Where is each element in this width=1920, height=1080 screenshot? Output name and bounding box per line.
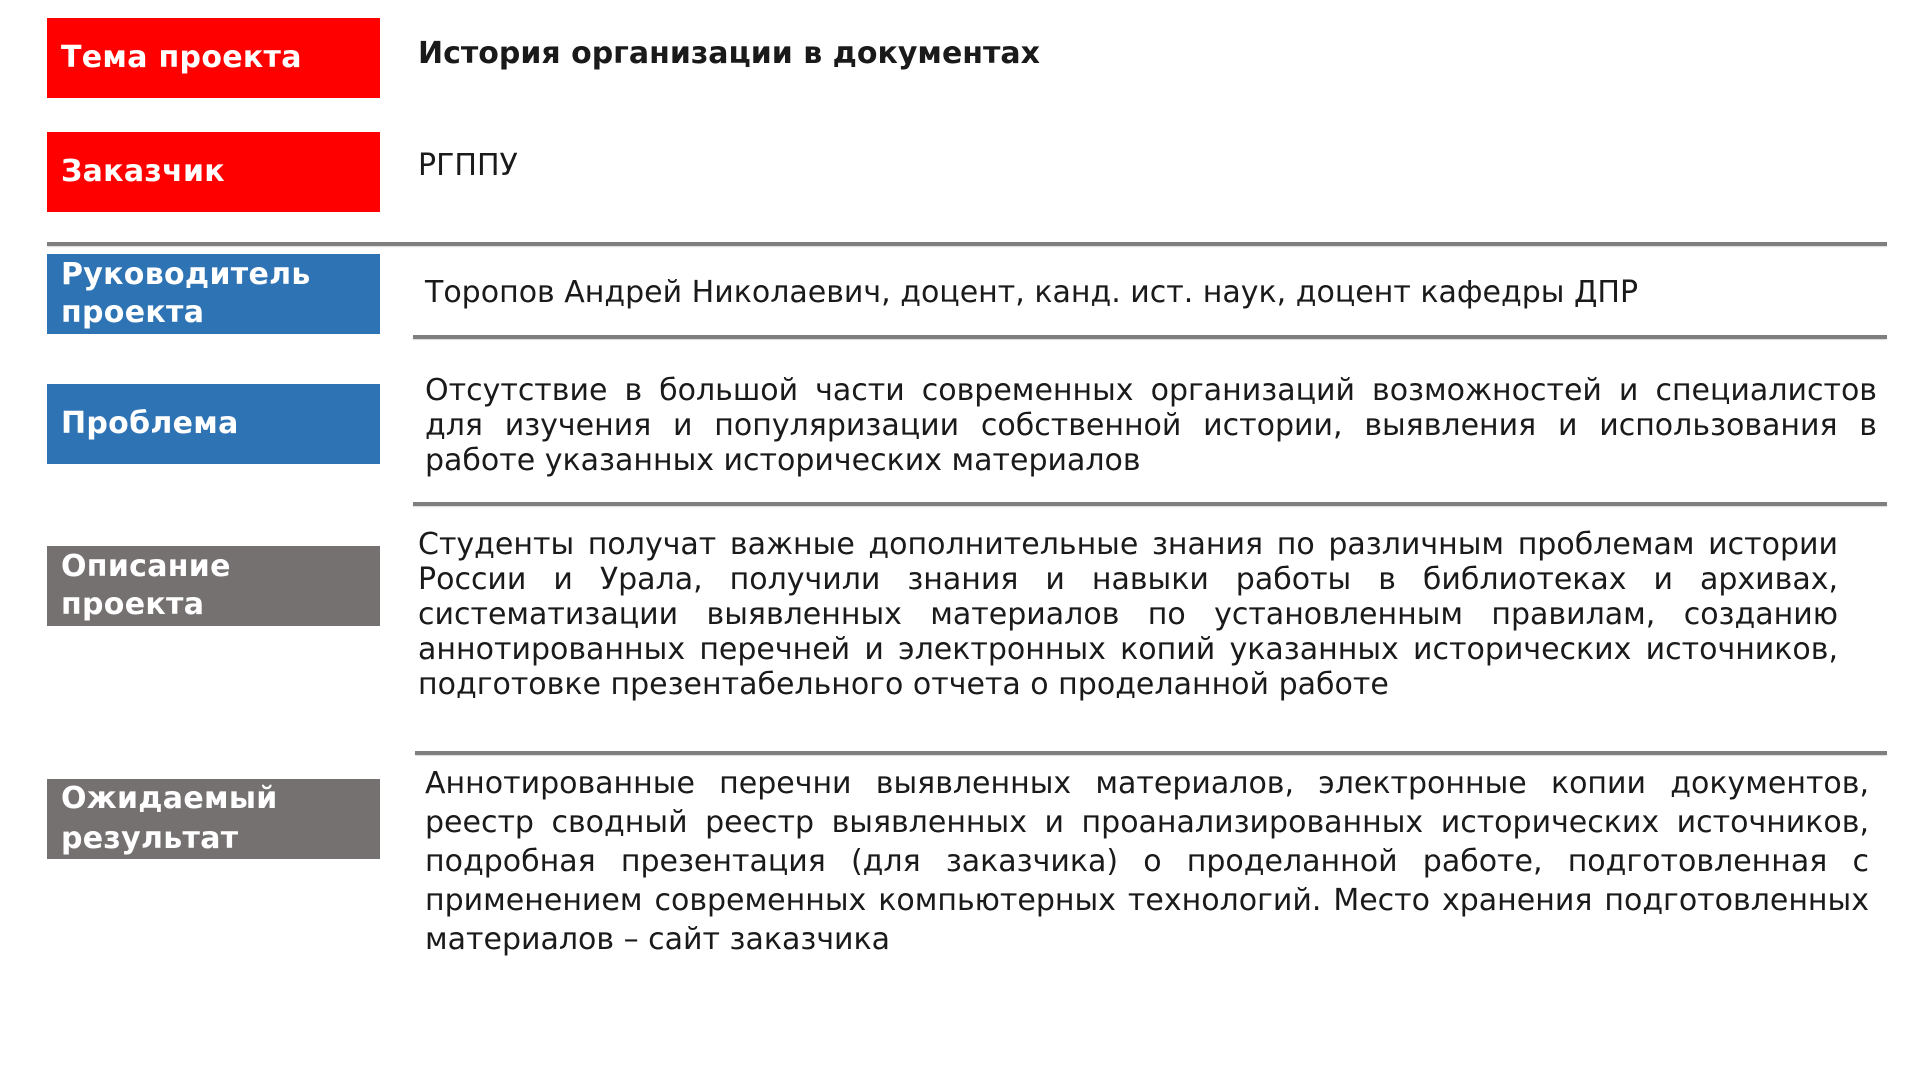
divider-top	[47, 242, 1887, 246]
value-leader: Торопов Андрей Николаевич, доцент, канд. ист. наук, доцент кафедры ДПР	[425, 275, 1639, 310]
value-customer: РГППУ	[418, 148, 518, 183]
value-topic: История организации в документах	[418, 36, 1041, 71]
value-result: Аннотированные перечни выявленных материалов, электронные копии документов, реестр сводный реестр выявленных и проанализированных исторических источников, подробная презентация (для заказчика) о проделанной работе, подготовленная с применением современных компьютерных технологий. Место хранения подготовленных материалов – сайт заказчика	[425, 766, 1869, 957]
label-description: Описание проекта	[47, 546, 380, 626]
value-problem: Отсутствие в большой части современных организаций возможностей и специалистов для изучения и популяризации собственной истории, выявления и использования в работе указанных исторических материалов	[425, 373, 1877, 478]
value-description: Студенты получат важные дополнительные знания по различным проблемам истории России и Урала, получили знания и навыки работы в библиотеках и архивах, систематизации выявленных материалов по установленным правилам, созданию аннотированных перечней и электронных копий указанных исторических источников, подготовке презентабельного отчета о проделанной работе	[418, 527, 1838, 702]
divider-problem	[413, 502, 1887, 506]
divider-leader	[413, 335, 1887, 339]
label-topic: Тема проекта	[47, 18, 380, 98]
label-leader: Руководитель проекта	[47, 254, 380, 334]
label-problem: Проблема	[47, 384, 380, 464]
divider-description	[415, 751, 1887, 755]
label-result: Ожидаемый результат	[47, 779, 380, 859]
label-customer: Заказчик	[47, 132, 380, 212]
